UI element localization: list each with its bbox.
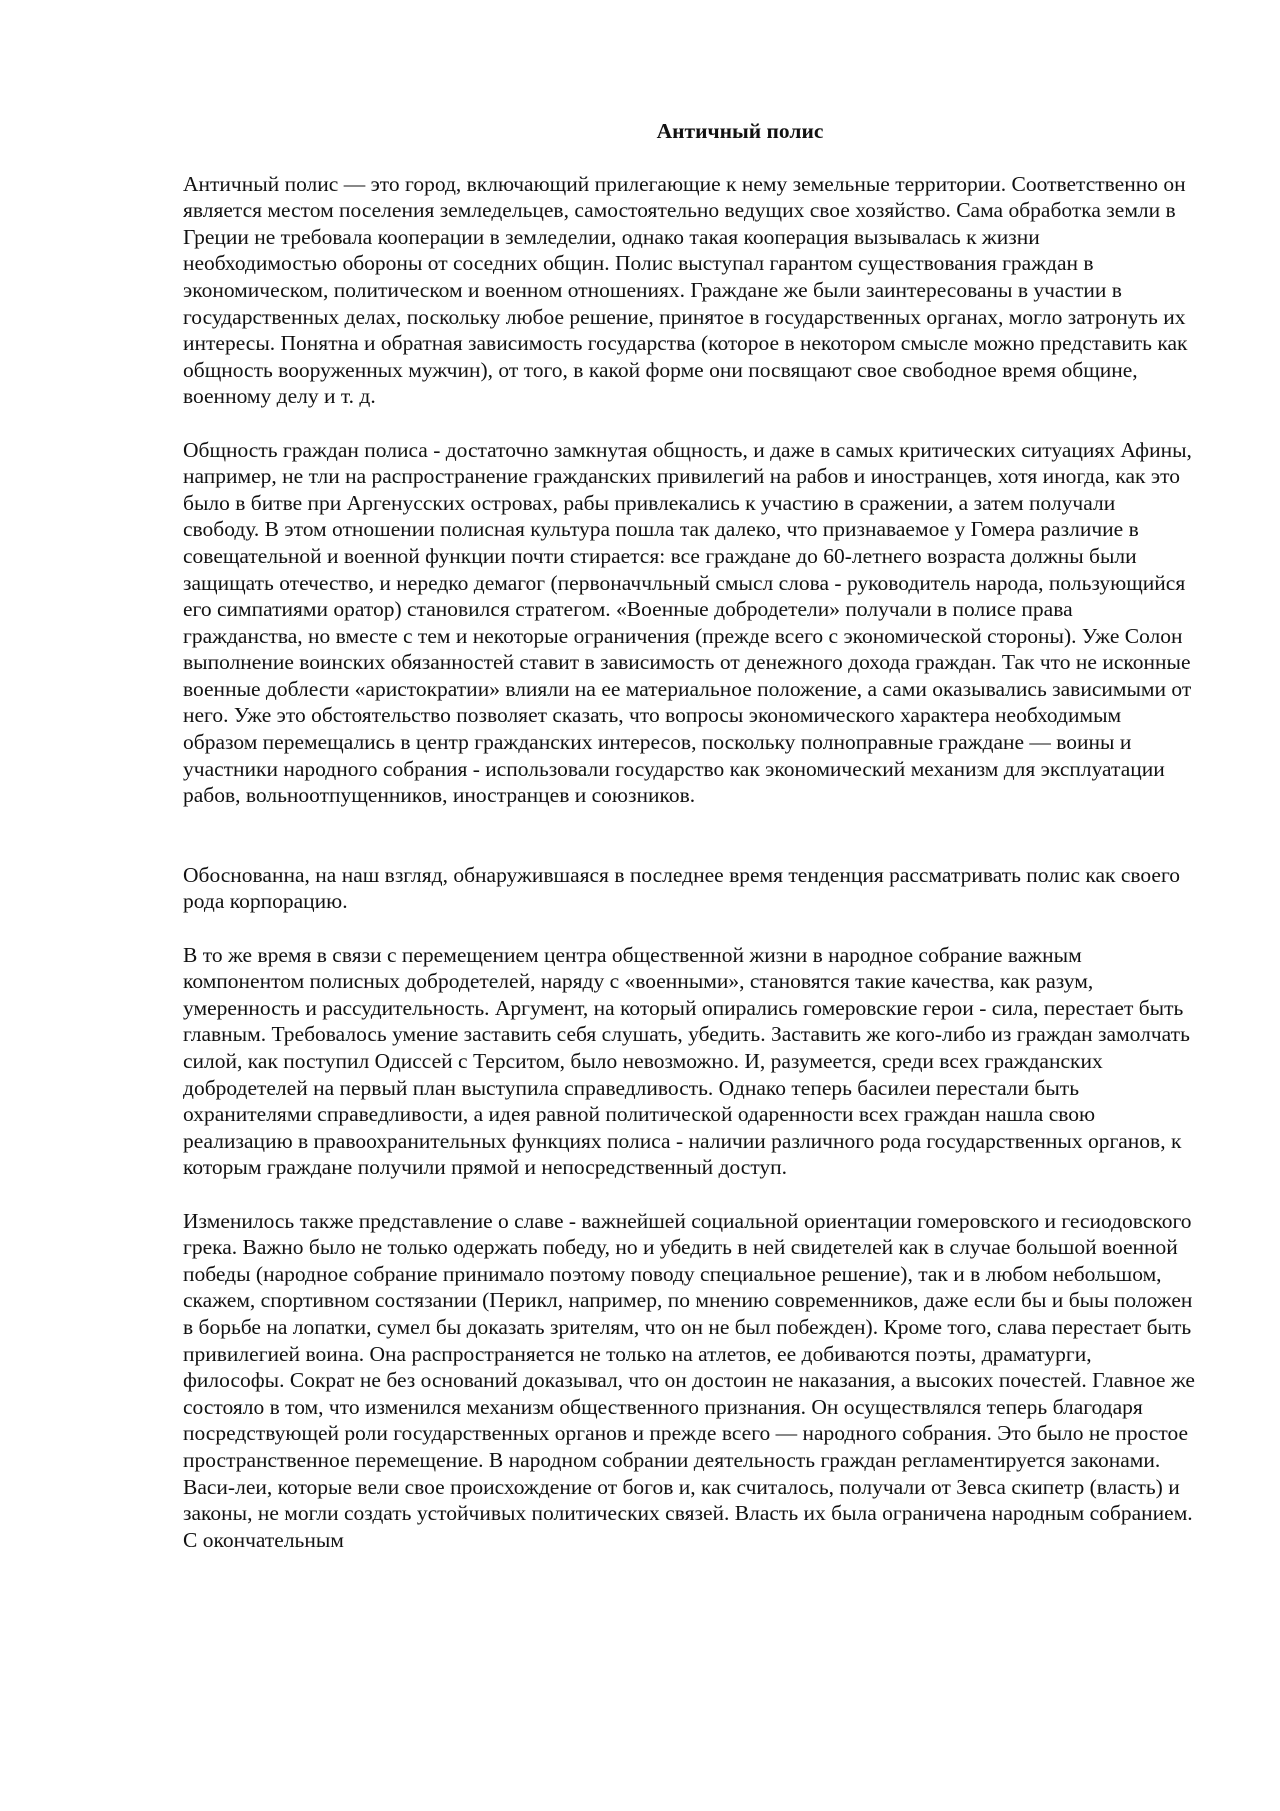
document-title: Античный полис: [656, 119, 824, 143]
paragraph: Изменилось также представление о славе - важнейшей социальной ориентации гомеровского и гесиодовского грека. Важно было не только одержать победу, но и убедить в ней свидетелей как в случае большой военной победы (народное собрание принимало поэтому поводу специальное решение), так и в любом небольшом, скажем, спортивном состязании (Перикл, например, по мнению современников, даже если бы и быы положен в борьбе на лопатки, сумел бы доказать зрителям, что он не был побежден). Кроме того, слава перестает быть привилегией воина. Она распространяется не только на атлетов, ее добиваются поэты, драматурги, философы. Сократ не без оснований доказывал, что он достоин не наказания, а высоких почестей. Главное же состояло в том, что изменился механизм общественного признания. Он осуществлялся теперь благодаря посредствующей роли государственных органов и прежде всего — народного собрания. Это было не простое пространственное перемещение. В народном собрании деятельность граждан регламентируется законами. Васи-леи, которые вели свое происхождение от богов и, как считалось, получали от Зевса скипетр (власть) и законы, не могли создать устойчивых политических связей. Власть их была ограничена народным собранием. С окончательным: [183, 1208, 1195, 1552]
paragraph: В то же время в связи с перемещением центра общественной жизни в народное собрание важным компонентом полисных добродетелей, наряду с «военными», становятся такие качества, как разум, умеренность и рассудительность. Аргумент, на который опирались гомеровские герои - сила, перестает быть главным. Требовалось умение заставить себя слушать, убедить. Заставить же кого-либо из граждан замолчать силой, как поступил Одиссей с Терситом, было невозможно. И, разумеется, среди всех гражданских добродетелей на первый план выступила справедливость. Однако теперь басилеи перестали быть охранителями справедливости, а идея равной политической одаренности всех граждан нашла свою реализацию в правоохранительных функциях полиса - наличии различного рода государственных органов, к которым граждане получили прямой и непосредственный доступ.: [183, 942, 1190, 1180]
paragraph: Общность граждан полиса - достаточно замкнутая общность, и даже в самых критических ситуациях Афины, например, не тли на распространение гражданских привилегий на рабов и иностранцев, хотя иногда, как это было в битве при Аргенусских островах, рабы привлекались к участию в сражении, а затем получали свободу. В этом отношении полисная культура пошла так далеко, что признаваемое у Гомера различие в совещательной и военной функции почти стирается: все граждане до 60-летнего возраста должны были защищать отечество, и нередко демагог (первоначчльный смысл слова - руководитель народа, пользующийся его симпатиями оратор) становился стратегом. «Военные добродетели» получали в полисе права гражданства, но вместе с тем и некоторые ограничения (прежде всего с экономической стороны). Уже Солон выполнение воинских обязанностей ставит в зависимость от денежного дохода граждан. Так что не исконные военные доблести «аристократии» влияли на ее материальное положение, а сами оказывались зависимыми от него. Уже это обстоятельство позволяет сказать, что вопросы экономического характера необходимым образом перемещались в центр гражданских интересов, поскольку полноправные граждане — воины и участники народного собрания - использовали государство как экономический механизм для эксплуатации рабов, вольноотпущенников, иностранцев и союзников.: [183, 437, 1192, 808]
document-body: [183, 118, 1195, 1580]
paragraph: Античный полис — это город, включающий прилегающие к нему земельные территории. Соответственно он является местом поселения земледельцев, самостоятельно ведущих свое хозяйство. Сама обработка земли в Греции не требовала кооперации в земледелии, однако такая кооперация вызывалась к жизни необходимостью обороны от соседних общин. Полис выступал гарантом существования граждан в экономическом, политическом и военном отношениях. Граждане же были заинтересованы в участии в государственных делах, поскольку любое решение, принятое в государственных органах, могло затронуть их интересы. Понятна и обратная зависимость государства (которое в некотором смысле можно представить как общность вооруженных мужчин), от того, в какой форме они посвящают свое свободное время общине, военному делу и т. д.: [183, 171, 1188, 409]
paragraph: Обоснованна, на наш взгляд, обнаружившаяся в последнее время тенденция рассматривать полис как своего рода корпорацию.: [183, 862, 1181, 914]
